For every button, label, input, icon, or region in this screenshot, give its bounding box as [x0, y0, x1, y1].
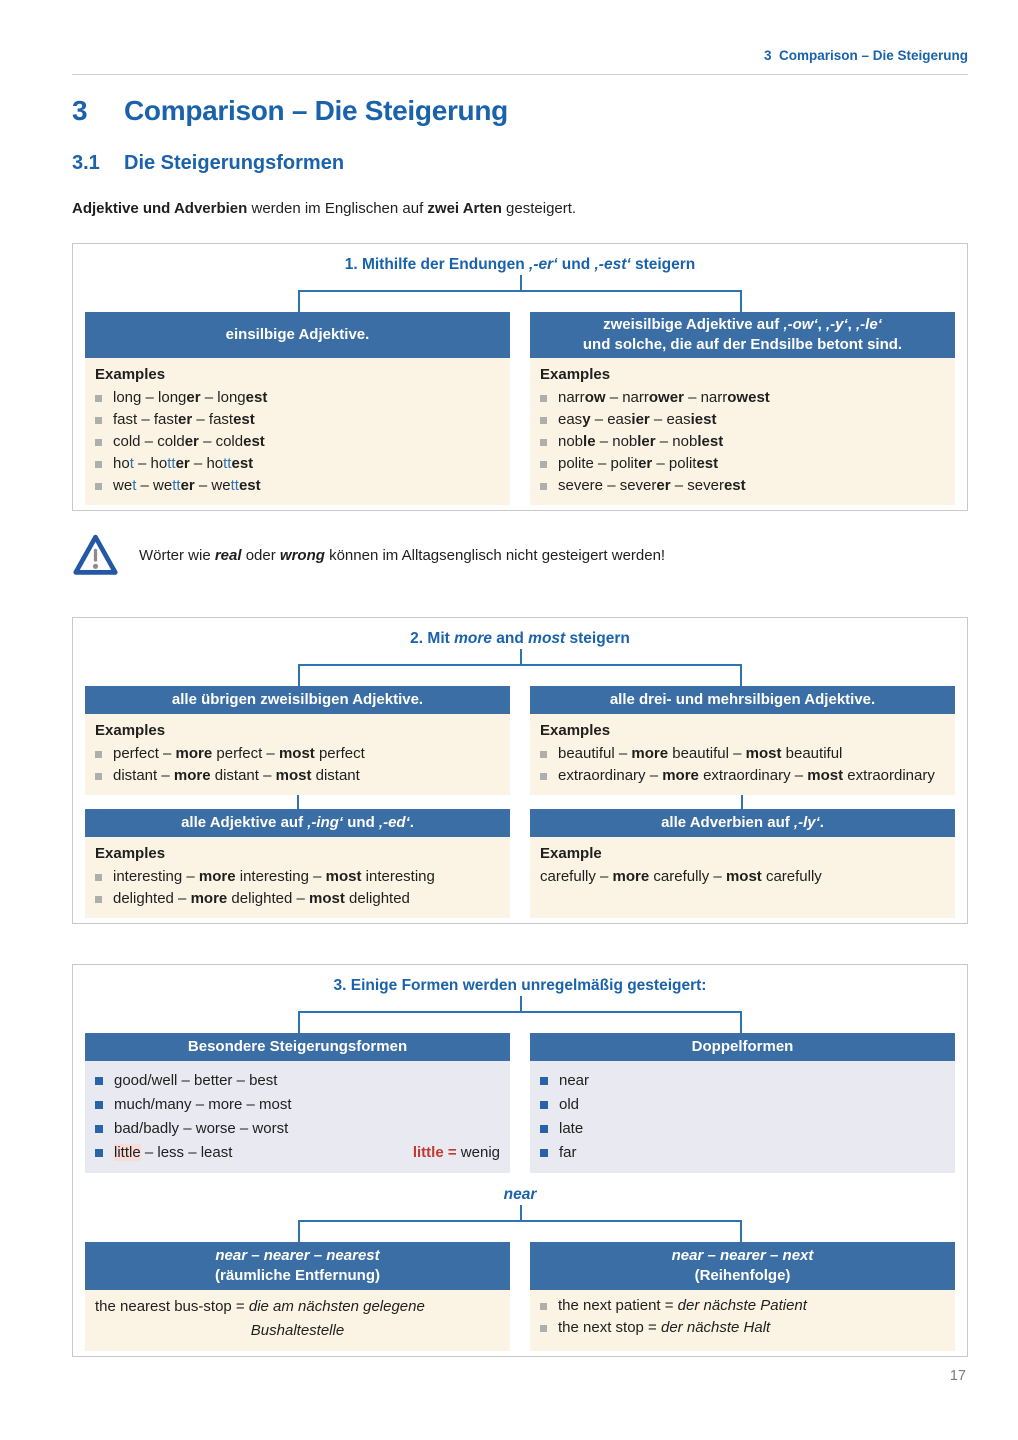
bullet-square-icon	[95, 874, 102, 881]
box2-top-right-examples	[530, 714, 955, 795]
box2-title: 2. Mit more and most steigern	[410, 630, 630, 647]
list-item: bad/badly – worse – worst	[95, 1117, 500, 1141]
bracket-stem	[520, 1205, 522, 1220]
bullet-square-icon	[540, 439, 547, 446]
warning-triangle-icon	[72, 533, 119, 577]
box3-left-column	[85, 1033, 510, 1173]
chapter-heading	[72, 95, 968, 127]
example-item: perfect – more perfect – most perfect	[95, 743, 500, 765]
box1-left-header: einsilbige Adjektive.	[85, 312, 510, 358]
box1-right-header: zweisilbige Adjektive auf ‚-ow‘, ‚-y‘, ‚-le‘ und solche, die auf der Endsilbe betont sind.	[530, 312, 955, 358]
bullet-square-icon	[540, 483, 547, 490]
running-header: 3 Comparison – Die Steigerung	[763, 48, 968, 63]
bullet-square-icon	[540, 1125, 548, 1133]
bullet-square-icon	[95, 1149, 103, 1157]
box3-left-list	[85, 1061, 510, 1173]
near-label: near	[503, 1186, 537, 1203]
bullet-square-icon	[95, 1125, 103, 1133]
examples-label: Examples	[95, 366, 166, 383]
example-label: Example	[540, 845, 602, 862]
bracket-connector	[73, 795, 967, 809]
example-item: cold – colder – coldest	[95, 431, 500, 453]
box2-top-right-column	[530, 686, 955, 795]
intro-paragraph: Adjektive und Adverbien werden im Englischen auf zwei Arten gesteigert.	[72, 200, 577, 217]
bullet-square-icon	[95, 483, 102, 490]
near-left-examples	[85, 1290, 510, 1351]
bracket-connector	[73, 649, 967, 686]
bracket-stem	[741, 795, 743, 809]
box3-title: 3. Einige Formen werden unregelmäßig gesteigert:	[333, 977, 707, 994]
box2-bottom-right-examples	[530, 837, 955, 918]
example-item: noble – nobler – noblest	[540, 431, 945, 453]
example-item: narrow – narrower – narrowest	[540, 387, 945, 409]
box3-left-header: Besondere Steigerungsformen	[85, 1033, 510, 1061]
list-item: late	[540, 1117, 945, 1141]
near-right-column	[530, 1242, 955, 1351]
bullet-square-icon	[540, 1303, 547, 1310]
bullet-square-icon	[95, 773, 102, 780]
chapter-number: 3	[72, 95, 88, 126]
example-item: interesting – more interesting – most interesting	[95, 866, 500, 888]
example-item: wet – wetter – wettest	[95, 475, 500, 497]
bullet-square-icon	[540, 1149, 548, 1157]
box2-bottom-right-column	[530, 809, 955, 918]
example-item-continued: Bushaltestelle	[250, 1322, 345, 1339]
box1-title: 1. Mithilfe der Endungen ‚-er‘ und ‚-est‘ steigern	[344, 256, 696, 273]
example-item: the nearest bus-stop = die am nächsten gelegene	[95, 1298, 425, 1315]
bullet-square-icon	[95, 896, 102, 903]
example-item: fast – faster – fastest	[95, 409, 500, 431]
box3-right-column	[530, 1033, 955, 1173]
bullet-square-icon	[95, 1077, 103, 1085]
near-left-column	[85, 1242, 510, 1351]
box-more-most	[72, 617, 968, 924]
near-right-header: near – nearer – next (Reihenfolge)	[530, 1242, 955, 1290]
box2-bottom-left-header: alle Adjektive auf ‚-ing‘ und ‚-ed‘.	[85, 809, 510, 837]
bullet-square-icon	[540, 461, 547, 468]
header-divider	[72, 74, 968, 75]
example-item: hot – hotter – hottest	[95, 453, 500, 475]
chapter-title: Comparison – Die Steigerung	[124, 95, 508, 126]
box3-right-header: Doppelformen	[530, 1033, 955, 1061]
example-item: delighted – more delighted – most delighted	[95, 888, 500, 910]
bullet-square-icon	[540, 395, 547, 402]
bullet-square-icon	[540, 1101, 548, 1109]
bullet-square-icon	[95, 461, 102, 468]
box1-right-examples	[530, 358, 955, 505]
example-item: long – longer – longest	[95, 387, 500, 409]
bullet-square-icon	[540, 417, 547, 424]
bullet-square-icon	[540, 751, 547, 758]
box2-top-left-header: alle übrigen zweisilbigen Adjektive.	[85, 686, 510, 714]
box2-top-left-examples	[85, 714, 510, 795]
example-item: extraordinary – more extraordinary – most extraordinary	[540, 765, 945, 787]
box-irregular	[72, 964, 968, 1357]
bullet-square-icon	[95, 751, 102, 758]
bracket-span	[298, 1011, 742, 1033]
examples-label: Examples	[540, 722, 611, 739]
box1-left-examples	[85, 358, 510, 505]
box2-bottom-left-examples	[85, 837, 510, 918]
example-item: the next patient = der nächste Patient	[540, 1295, 945, 1317]
list-item: old	[540, 1093, 945, 1117]
page-number: 17	[949, 1368, 966, 1384]
examples-label: Examples	[95, 845, 166, 862]
section-heading	[72, 152, 968, 175]
example-item: severe – severer – severest	[540, 475, 945, 497]
box-er-est	[72, 243, 968, 511]
box1-left-column	[85, 312, 510, 505]
list-item: much/many – more – most	[95, 1093, 500, 1117]
little-translation: little = wenig	[412, 1144, 500, 1161]
example-item: the next stop = der nächste Halt	[540, 1317, 945, 1339]
near-right-examples	[530, 1290, 955, 1351]
list-item: good/well – better – best	[95, 1069, 500, 1093]
example-item: distant – more distant – most distant	[95, 765, 500, 787]
example-item: easy – easier – easiest	[540, 409, 945, 431]
example-item: carefully – more carefully – most carefully	[540, 868, 822, 885]
bullet-square-icon	[95, 417, 102, 424]
bracket-span	[298, 290, 742, 312]
box3-right-list	[530, 1061, 955, 1173]
bullet-square-icon	[540, 1325, 547, 1332]
box2-bottom-right-header: alle Adverbien auf ‚-ly‘.	[530, 809, 955, 837]
box2-top-right-header: alle drei- und mehrsilbigen Adjektive.	[530, 686, 955, 714]
bullet-square-icon	[95, 395, 102, 402]
near-left-header: near – nearer – nearest (räumliche Entfernung)	[85, 1242, 510, 1290]
bracket-connector	[73, 1205, 967, 1242]
example-item: polite – politer – politest	[540, 453, 945, 475]
section-title: Die Steigerungsformen	[124, 152, 345, 174]
bracket-span	[298, 1220, 742, 1242]
list-item: far	[540, 1141, 945, 1165]
bullet-square-icon	[95, 439, 102, 446]
bullet-square-icon	[95, 1101, 103, 1109]
bullet-square-icon	[540, 1077, 548, 1085]
box2-bottom-left-column	[85, 809, 510, 918]
bracket-stem	[297, 795, 299, 809]
example-item: beautiful – more beautiful – most beautiful	[540, 743, 945, 765]
bracket-stem	[520, 649, 522, 664]
examples-label: Examples	[540, 366, 611, 383]
warning-note	[72, 533, 968, 577]
bracket-span	[298, 664, 742, 686]
warning-text: Wörter wie real oder wrong können im Alltagsenglisch nicht gesteigert werden!	[139, 546, 666, 564]
bracket-stem	[520, 996, 522, 1011]
box1-right-column	[530, 312, 955, 505]
bracket-stem	[520, 275, 522, 290]
list-item: near	[540, 1069, 945, 1093]
examples-label: Examples	[95, 722, 166, 739]
bracket-connector	[73, 996, 967, 1033]
bracket-connector	[73, 275, 967, 312]
bullet-square-icon	[540, 773, 547, 780]
box2-top-left-column	[85, 686, 510, 795]
list-item-little: little – less – least little = wenig	[95, 1141, 500, 1165]
section-number: 3.1	[72, 152, 100, 174]
